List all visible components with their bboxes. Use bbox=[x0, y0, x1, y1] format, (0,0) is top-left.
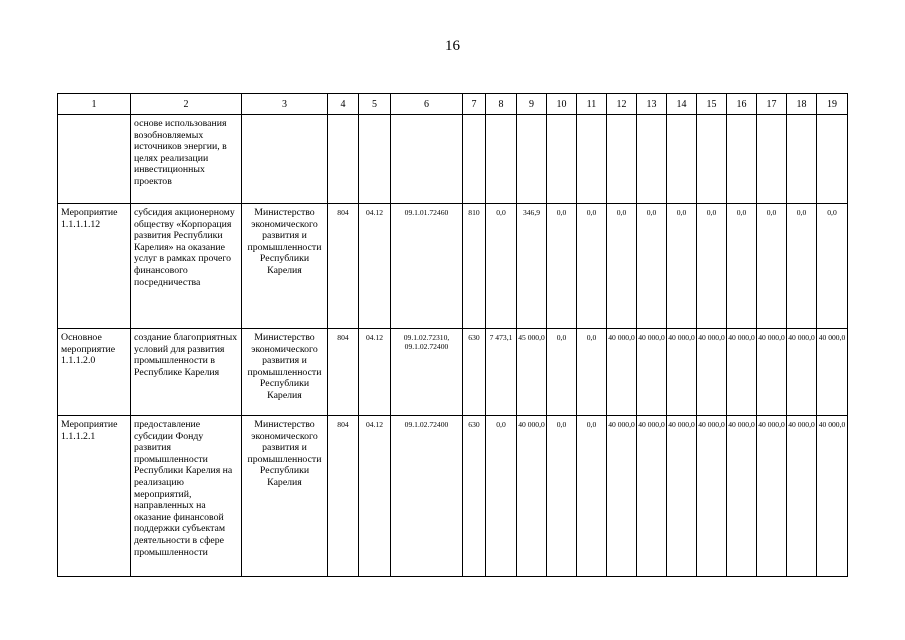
value-cell-col-17: 40 000,0 bbox=[757, 416, 787, 577]
column-header-13: 13 bbox=[637, 94, 667, 115]
value-cell-col-8 bbox=[486, 115, 517, 204]
column-header-10: 10 bbox=[547, 94, 577, 115]
value-cell-col-17: 0,0 bbox=[757, 204, 787, 329]
responsible-party-cell: Министерство экономического развития и промышленности Республики Карелия bbox=[242, 416, 328, 577]
value-cell-col-4: 804 bbox=[328, 204, 359, 329]
value-cell-col-18: 0,0 bbox=[787, 204, 817, 329]
value-cell-col-15 bbox=[697, 115, 727, 204]
value-cell-col-16: 40 000,0 bbox=[727, 329, 757, 416]
page-number: 16 bbox=[445, 38, 460, 54]
value-cell-col-5: 04.12 bbox=[359, 416, 391, 577]
activity-code-cell: Мероприятие 1.1.1.1.12 bbox=[58, 204, 131, 329]
column-header-9: 9 bbox=[517, 94, 547, 115]
column-header-18: 18 bbox=[787, 94, 817, 115]
value-cell-col-10: 0,0 bbox=[547, 329, 577, 416]
column-header-5: 5 bbox=[359, 94, 391, 115]
column-header-17: 17 bbox=[757, 94, 787, 115]
column-header-6: 6 bbox=[391, 94, 463, 115]
column-header-15: 15 bbox=[697, 94, 727, 115]
value-cell-col-12: 40 000,0 bbox=[607, 416, 637, 577]
value-cell-col-10: 0,0 bbox=[547, 204, 577, 329]
value-cell-col-15: 40 000,0 bbox=[697, 329, 727, 416]
value-cell-col-11: 0,0 bbox=[577, 204, 607, 329]
column-header-1: 1 bbox=[58, 94, 131, 115]
value-cell-col-4: 804 bbox=[328, 329, 359, 416]
responsible-party-cell: Министерство экономического развития и промышленности Республики Карелия bbox=[242, 329, 328, 416]
value-cell-col-19 bbox=[817, 115, 848, 204]
activity-description-cell: основе использования возобновляемых источников энергии, в целях реализации инвестиционных проектов bbox=[131, 115, 242, 204]
value-cell-col-14: 40 000,0 bbox=[667, 416, 697, 577]
value-cell-col-13: 40 000,0 bbox=[637, 416, 667, 577]
value-cell-col-19: 40 000,0 bbox=[817, 329, 848, 416]
value-cell-col-9: 45 000,0 bbox=[517, 329, 547, 416]
value-cell-col-18: 40 000,0 bbox=[787, 416, 817, 577]
column-header-12: 12 bbox=[607, 94, 637, 115]
value-cell-col-9 bbox=[517, 115, 547, 204]
value-cell-col-6: 09.1.01.72460 bbox=[391, 204, 463, 329]
activity-description-cell: создание благоприятных условий для развития промышленности в Республике Карелия bbox=[131, 329, 242, 416]
value-cell-col-4: 804 bbox=[328, 416, 359, 577]
column-header-16: 16 bbox=[727, 94, 757, 115]
value-cell-col-16: 0,0 bbox=[727, 204, 757, 329]
column-header-8: 8 bbox=[486, 94, 517, 115]
value-cell-col-10 bbox=[547, 115, 577, 204]
column-header-2: 2 bbox=[131, 94, 242, 115]
value-cell-col-6: 09.1.02.72400 bbox=[391, 416, 463, 577]
value-cell-col-12: 40 000,0 bbox=[607, 329, 637, 416]
table-row bbox=[58, 204, 848, 329]
value-cell-col-9: 40 000,0 bbox=[517, 416, 547, 577]
column-header-3: 3 bbox=[242, 94, 328, 115]
value-cell-col-8: 7 473,1 bbox=[486, 329, 517, 416]
value-cell-col-17 bbox=[757, 115, 787, 204]
column-header-4: 4 bbox=[328, 94, 359, 115]
value-cell-col-15: 0,0 bbox=[697, 204, 727, 329]
value-cell-col-4 bbox=[328, 115, 359, 204]
value-cell-col-6: 09.1.02.72310, 09.1.02.72400 bbox=[391, 329, 463, 416]
column-header-19: 19 bbox=[817, 94, 848, 115]
responsible-party-cell bbox=[242, 115, 328, 204]
activity-code-cell bbox=[58, 115, 131, 204]
column-header-11: 11 bbox=[577, 94, 607, 115]
table-row bbox=[58, 329, 848, 416]
table-row bbox=[58, 115, 848, 204]
value-cell-col-13: 0,0 bbox=[637, 204, 667, 329]
value-cell-col-16 bbox=[727, 115, 757, 204]
column-header-7: 7 bbox=[463, 94, 486, 115]
value-cell-col-16: 40 000,0 bbox=[727, 416, 757, 577]
value-cell-col-13 bbox=[637, 115, 667, 204]
value-cell-col-13: 40 000,0 bbox=[637, 329, 667, 416]
value-cell-col-7: 810 bbox=[463, 204, 486, 329]
header-row bbox=[58, 94, 848, 115]
value-cell-col-5 bbox=[359, 115, 391, 204]
value-cell-col-17: 40 000,0 bbox=[757, 329, 787, 416]
value-cell-col-7: 630 bbox=[463, 329, 486, 416]
value-cell-col-14 bbox=[667, 115, 697, 204]
value-cell-col-7 bbox=[463, 115, 486, 204]
activity-code-cell: Мероприятие 1.1.1.2.1 bbox=[58, 416, 131, 577]
responsible-party-cell: Министерство экономического развития и промышленности Республики Карелия bbox=[242, 204, 328, 329]
value-cell-col-12 bbox=[607, 115, 637, 204]
value-cell-col-7: 630 bbox=[463, 416, 486, 577]
activity-description-cell: субсидия акционерному обществу «Корпорация развития Республики Карелия» на оказание услуг в рамках прочего финансового посредничества bbox=[131, 204, 242, 329]
value-cell-col-8: 0,0 bbox=[486, 416, 517, 577]
table-row bbox=[58, 416, 848, 577]
value-cell-col-5: 04.12 bbox=[359, 204, 391, 329]
value-cell-col-8: 0,0 bbox=[486, 204, 517, 329]
value-cell-col-14: 40 000,0 bbox=[667, 329, 697, 416]
value-cell-col-15: 40 000,0 bbox=[697, 416, 727, 577]
column-header-14: 14 bbox=[667, 94, 697, 115]
value-cell-col-18: 40 000,0 bbox=[787, 329, 817, 416]
value-cell-col-6 bbox=[391, 115, 463, 204]
activity-code-cell: Основное мероприятие 1.1.1.2.0 bbox=[58, 329, 131, 416]
value-cell-col-11: 0,0 bbox=[577, 416, 607, 577]
value-cell-col-18 bbox=[787, 115, 817, 204]
value-cell-col-14: 0,0 bbox=[667, 204, 697, 329]
value-cell-col-9: 346,9 bbox=[517, 204, 547, 329]
value-cell-col-12: 0,0 bbox=[607, 204, 637, 329]
activity-description-cell: предоставление субсидии Фонду развития промышленности Республики Карелия на реализацию мероприятий, направленных на оказание финансовой поддержки субъектам деятельности в сфере промышленности bbox=[131, 416, 242, 577]
value-cell-col-19: 40 000,0 bbox=[817, 416, 848, 577]
value-cell-col-10: 0,0 bbox=[547, 416, 577, 577]
value-cell-col-11: 0,0 bbox=[577, 329, 607, 416]
value-cell-col-19: 0,0 bbox=[817, 204, 848, 329]
value-cell-col-11 bbox=[577, 115, 607, 204]
value-cell-col-5: 04.12 bbox=[359, 329, 391, 416]
budget-table bbox=[57, 93, 848, 577]
